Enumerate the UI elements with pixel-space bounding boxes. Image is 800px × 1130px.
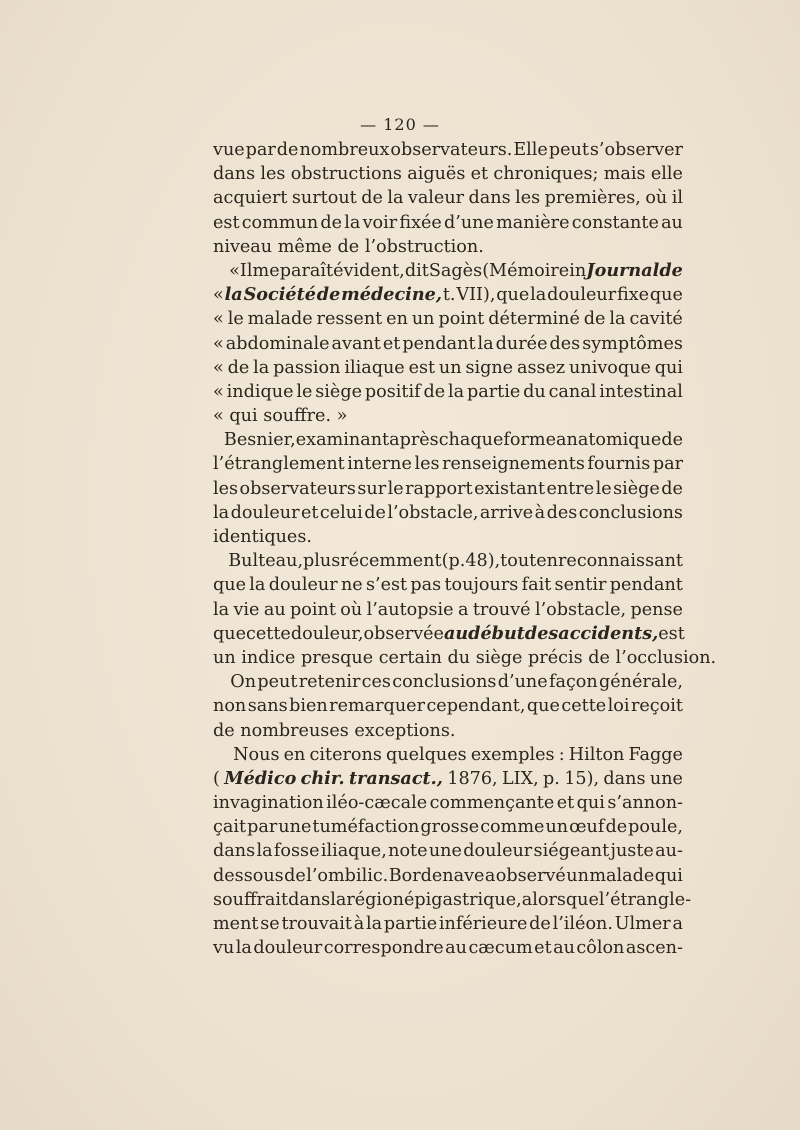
body-text: [213, 138, 717, 960]
text-line: invagination iléo-cæcale commençante et qui s’annon-: [213, 793, 683, 814]
text-line: « de la passion iliaque est un signe assez univoque qui: [213, 357, 683, 378]
text-line: çait par une tuméfaction grosse comme un œuf de poule,: [213, 817, 683, 838]
text-line: Besnier, examinant après chaque forme anatomique de: [223, 430, 683, 451]
text-line: que cette douleur, observée au début des accidents, est: [213, 622, 685, 644]
text-line: que la douleur ne s’est pas toujours fait sentir pendant: [213, 575, 683, 596]
text-line: les observateurs sur le rapport existant entre le siège de: [213, 478, 683, 499]
page-number: — 120 —: [360, 115, 440, 134]
text-line: est commun de la voir fixée d’une manière constante au: [213, 212, 683, 233]
text-line: vue par de nombreux observateurs. Elle peut s’observer: [213, 140, 683, 160]
text-line: « le malade ressent en un point déterminé de la cavité: [213, 309, 683, 330]
text-line: Nous en citerons quelques exemples : Hilton Fagge: [233, 744, 683, 765]
text-line: niveau même de l’obstruction.: [213, 236, 484, 257]
text-line: ( Médico chir. transact., 1876, LIX, p. 15), dans une: [213, 767, 683, 789]
text-line: dans les obstructions aiguës et chroniques; mais elle: [213, 164, 683, 185]
text-line: l’étranglement interne les renseignements fournis par: [213, 454, 683, 475]
text-line: identiques.: [213, 527, 312, 547]
text-line: un indice presque certain du siège précis de l’occlusion.: [213, 647, 717, 668]
text-line: On peut retenir ces conclusions d’une façon générale,: [230, 672, 683, 693]
text-line: « Il me paraît évident, dit Sagès (Mémoire in Journal de: [229, 259, 683, 281]
text-line: non sans bien remarquer cependant, que cette loi reçoit: [213, 696, 683, 717]
text-line: dessous de l’ombilic. Bordenave a observé un malade qui: [213, 865, 683, 886]
text-line: « abdominale avant et pendant la durée des symptômes: [213, 333, 683, 354]
text-line: « qui souffre. »: [213, 406, 348, 427]
text-line: dans la fosse iliaque, note une douleur siégeant juste au-: [213, 841, 683, 862]
text-line: « indique le siège positif de la partie du canal intestinal: [213, 381, 683, 402]
text-line: acquiert surtout de la valeur dans les premières, où il: [213, 188, 683, 209]
text-line: ment se trouvait à la partie inférieure de l’iléon. Ulmer a: [213, 914, 683, 934]
text-line: la vie au point où l’autopsie a trouvé l’obstacle, pense: [213, 599, 683, 620]
text-line: souffrait dans la région épigastrique, alors que l’étrangle-: [213, 889, 692, 910]
text-line: vu la douleur correspondre au cæcum et au côlon ascen-: [213, 938, 683, 959]
text-line: de nombreuses exceptions.: [213, 720, 456, 741]
text-line: Bulteau, plus récemment (p. 48), tout en reconnaissant: [228, 551, 683, 572]
text-line: « la Société de médecine, t. VII), que la douleur fixe que: [213, 284, 683, 306]
text-line: la douleur et celui de l’obstacle, arrive à des conclusions: [213, 502, 683, 523]
